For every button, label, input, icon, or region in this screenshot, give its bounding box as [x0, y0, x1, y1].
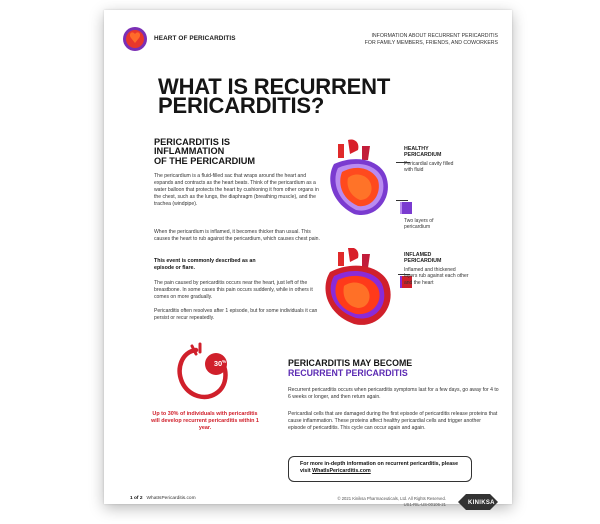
footer-left [130, 496, 196, 501]
inflamed-callout: Inflamed and thickened layers rub against each other and the heart [404, 267, 469, 286]
inflamed-title-line-2: PERICARDIUM [404, 258, 442, 265]
footer-code: US1-RIL-US-00106-21 [403, 501, 446, 507]
healthy-title-line-1: HEALTHY [404, 146, 429, 152]
page-title [158, 74, 418, 118]
healthy-heart-illustration [320, 138, 402, 220]
section1-heading-line-1: PERICARDITIS IS [154, 137, 231, 147]
healthy-layer-swatch [400, 202, 412, 214]
healthy-callout-1: Pericardial cavity filled with fluid [404, 161, 454, 174]
stat-number: 30 [213, 359, 223, 368]
tagline-line-2: FOR FAMILY MEMBERS, FRIENDS, AND COWORKERS [364, 39, 498, 46]
section2-paragraph-1: Recurrent pericarditis occurs when pericarditis symptoms last for a few days, go away for 4 to 6 weeks or longer, and then return again. [288, 387, 499, 401]
section1-heading [154, 138, 304, 166]
footer-legal [314, 496, 446, 507]
healthy-title-line-2: PERICARDIUM [404, 152, 442, 159]
stat-text: Up to 30% of individuals with pericarditis will develop recurrent pericarditis within 1 year. [151, 411, 259, 431]
healthy-callout-2: Two layers of pericardium [404, 218, 434, 231]
section2-heading [288, 359, 488, 378]
section1-paragraph-5: Pericarditis often resolves after 1 episode, but for some individuals it can persist or recur repeatedly. [154, 308, 318, 322]
cta-link[interactable]: WhatIsPericarditis.com [312, 468, 371, 474]
stat-unit: % [222, 359, 227, 364]
stat-heart-ring-icon [170, 342, 234, 406]
footer-url[interactable]: WhatIsPericarditis.com [146, 496, 196, 501]
heart-logo-icon [122, 26, 148, 52]
document-page [104, 10, 512, 507]
section1-heading-line-3: OF THE PERICARDIUM [154, 155, 256, 166]
stat-value [208, 359, 232, 368]
section1-paragraph-4: The pain caused by pericarditis occurs near the heart, just left of the breastbone. In some cases this pain occurs suddenly, while in others it comes on more gradually. [154, 280, 313, 301]
footer-copyright: © 2021 Kiniksa Pharmaceuticals, Ltd. All Rights Reserved. [337, 496, 446, 501]
section2-heading-line-2: RECURRENT PERICARDITIS [288, 367, 408, 378]
brand-name: HEART OF PERICARDITIS [154, 35, 236, 42]
tagline-line-1: INFORMATION ABOUT RECURRENT PERICARDITIS [371, 33, 498, 39]
inflamed-title [404, 252, 441, 265]
cta-message: For more in-depth information on recurrent pericarditis, please visit [300, 461, 459, 474]
header-tagline [328, 33, 498, 46]
healthy-title [404, 146, 441, 159]
page-number: 1 of 2 [130, 496, 143, 501]
section1-heading-line-2: INFLAMMATION [154, 146, 225, 157]
section1-paragraph-1: The pericardium is a fluid-filled sac that wraps around the heart and expands and contracts as the heart beats. Think of the pericardium as a water balloon that protects the heart by cushioning it from other organs in the chest, such as the lungs, the diaphragm (breathing muscle), and the trachea (windpipe). [154, 173, 319, 208]
section2-heading-line-1: PERICARDITIS MAY BECOME [288, 358, 413, 368]
page-title-line-2: PERICARDITIS? [158, 93, 325, 118]
page-title-line-1: WHAT IS RECURRENT [158, 74, 391, 99]
section1-paragraph-2: When the pericardium is inflamed, it becomes thicker than usual. This causes the heart to rub against the pericardium, which causes chest pain. [154, 229, 320, 243]
healthy-callout-line-2 [396, 200, 408, 201]
section2-paragraph-2: Pericardial cells that are damaged during the first episode of pericarditis release proteins that cause inflammation. These proteins affect healthy pericardial cells and trigger another episode of pericarditis. This cycle can occur again and again. [288, 411, 498, 432]
inflamed-title-line-1: INFLAMED [404, 252, 432, 258]
cta-text [300, 461, 466, 475]
section1-paragraph-3: This event is commonly described as an episode or flare. [154, 258, 256, 272]
company-name: KINIKSA [468, 500, 495, 506]
inflamed-heart-illustration [318, 248, 402, 328]
